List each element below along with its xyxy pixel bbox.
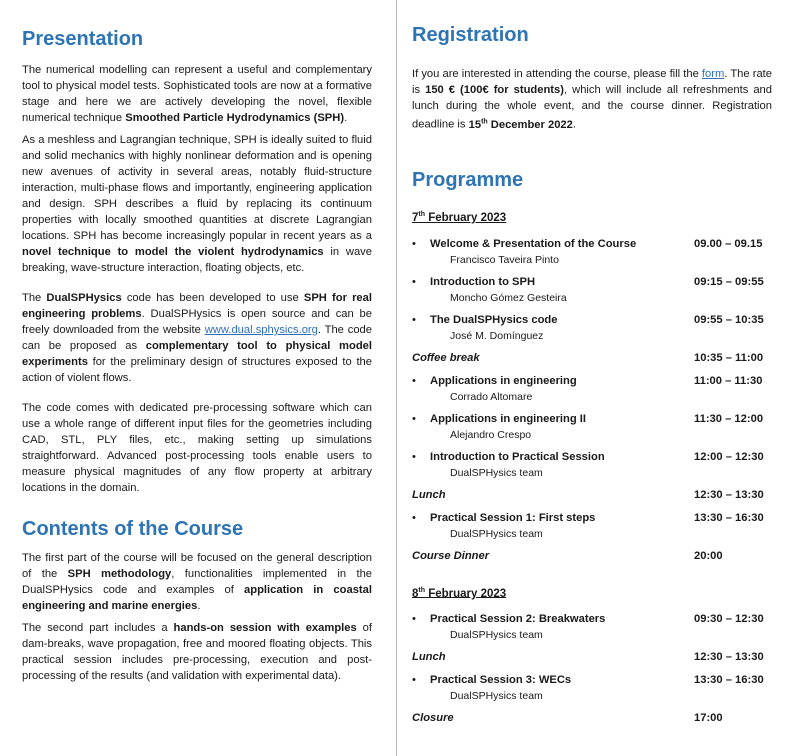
programme-row <box>412 649 772 665</box>
text: . The rate is <box>412 68 772 96</box>
day2-schedule <box>412 611 772 726</box>
day1-schedule <box>412 236 772 564</box>
programme-item <box>412 487 772 503</box>
programme-row <box>412 710 772 726</box>
programme-time: 12:30 – 13:30 <box>694 488 764 501</box>
programme-row <box>412 487 772 503</box>
rate-value: 150 € (100€ for students) <box>425 84 564 96</box>
programme-speaker: DualSPHysics team <box>450 466 543 479</box>
programme-title: Course Dinner <box>412 549 490 562</box>
text: . <box>572 118 576 131</box>
presentation-paragraph-2 <box>22 132 372 276</box>
programme-time: 20:00 <box>694 549 723 562</box>
deadline <box>469 119 573 131</box>
programme-item <box>412 449 772 480</box>
programme-item <box>412 274 772 305</box>
programme-time: 09.00 – 09.15 <box>694 237 763 250</box>
contents-heading: Contents of the Course <box>22 518 244 540</box>
programme-item <box>412 649 772 665</box>
text: The numerical modelling can represent a useful and complementary tool to physical model tests. Sophisticated tools are now at a formative stage and here we are actively developing the novel, flexible numerical technique <box>22 64 372 124</box>
programme-time: 09:55 – 10:35 <box>694 313 764 326</box>
programme-row <box>412 373 772 389</box>
programme-title: Practical Session 1: First steps <box>430 511 596 524</box>
website-link[interactable]: www.dual.sphysics.org <box>204 324 318 336</box>
programme-time: 10:35 – 11:00 <box>694 351 764 364</box>
programme-row <box>412 411 772 427</box>
contents-paragraph-2 <box>22 620 372 684</box>
programme-speaker: Alejandro Crespo <box>450 428 532 441</box>
presentation-heading: Presentation <box>22 28 144 50</box>
deadline-rest: December 2022 <box>487 118 573 131</box>
contents-paragraph-1 <box>22 550 372 614</box>
text-bold: complementary tool to physical model experiments <box>22 340 372 368</box>
text: The second part includes a <box>22 622 174 634</box>
day-rest: February 2023 <box>425 211 507 224</box>
programme-time: 13:30 – 16:30 <box>694 674 764 687</box>
programme-speaker: DualSPHysics team <box>450 629 543 642</box>
programme-item <box>412 236 772 267</box>
text: code has been developed to use <box>121 292 304 304</box>
programme-title: Practical Session 3: WECs <box>430 674 572 687</box>
programme-row <box>412 274 772 290</box>
programme-title: Welcome & Presentation of the Course <box>430 237 637 250</box>
programme-speaker: Moncho Gómez Gesteira <box>450 291 567 304</box>
programme-row <box>412 236 772 252</box>
day-number: 8 <box>412 587 419 600</box>
programme-speaker: José M. Domínguez <box>450 329 544 342</box>
registration-paragraph <box>412 66 772 133</box>
programme-row <box>412 350 772 366</box>
right-column <box>412 22 772 733</box>
programme-time: 11:00 – 11:30 <box>694 374 763 387</box>
programme-heading: Programme <box>412 168 524 191</box>
programme-item <box>412 411 772 442</box>
programme-item <box>412 373 772 404</box>
presentation-paragraph-4: The code comes with dedicated pre-processing software which can use a whole range of different input files for the geometries including CAD, STL, PLY files, etc., making setting up simulations straightforward. Advanced post-processing tools enable users to measure physical magnitudes of any flow property at arbitrary locations in the domain. <box>22 402 372 494</box>
programme-time: 17:00 <box>694 712 723 725</box>
day1-date <box>412 207 772 226</box>
text-bold: application in coastal engineering and marine energies <box>22 584 372 612</box>
programme-title: Applications in engineering <box>430 374 577 387</box>
text: . <box>197 600 201 612</box>
programme-time: 13:30 – 16:30 <box>694 511 764 524</box>
bullet-icon: • <box>412 412 416 425</box>
deadline-day: 15 <box>468 118 482 131</box>
programme-title: The DualSPHysics code <box>430 313 558 326</box>
day-sup: th <box>418 210 426 218</box>
left-column <box>22 26 372 684</box>
bullet-icon: • <box>412 374 416 387</box>
programme-item <box>412 548 772 564</box>
text: for the preliminary design of structures exposed to the action of violent flows. <box>22 356 372 384</box>
programme-title: Practical Session 2: Breakwaters <box>430 613 606 626</box>
text-bold: SPH methodology <box>67 568 172 580</box>
presentation-paragraph-1 <box>22 62 372 126</box>
text: As a meshless and Lagrangian technique, SPH is ideally suited to fluid and solid mechanics with highly nonlinear deformation and is opening new avenues of activity in several areas, notably fluid-structure interaction, multi-phase flows and importantly, engineering application and design. SPH describes a fluid by replacing its continuum properties with locally smoothed quantities at discrete Lagrangian locations. SPH has become increasingly popular in recent years as a <box>22 134 372 242</box>
programme-item <box>412 312 772 343</box>
column-divider <box>396 0 397 756</box>
programme-item <box>412 611 772 642</box>
day2-date <box>412 583 772 602</box>
programme-item <box>412 510 772 541</box>
programme-row <box>412 312 772 328</box>
programme-row <box>412 449 772 465</box>
programme-speaker: DualSPHysics team <box>450 690 543 703</box>
programme-time: 09:15 – 09:55 <box>694 275 764 288</box>
programme-speaker: Francisco Taveira Pinto <box>450 253 559 266</box>
form-link[interactable]: form <box>701 68 725 80</box>
bullet-icon: • <box>412 237 416 250</box>
programme-title: Introduction to SPH <box>430 275 536 288</box>
text: The first part of the course will be focused on the general description of the <box>22 552 372 580</box>
text: of dam-breaks, wave propagation, free and moored floating objects. This practical session includes pre-processing, execution and post-processing of the results (and validation with experimental data). <box>22 622 372 682</box>
text-bold: SPH for real engineering problems <box>22 292 372 320</box>
programme-item <box>412 672 772 703</box>
programme-title: Coffee break <box>412 351 480 364</box>
bullet-icon: • <box>412 674 416 687</box>
programme-title: Lunch <box>412 651 446 664</box>
programme-row <box>412 611 772 627</box>
text: , which will include all refreshments and lunch during the whole event, and the course dinner. Registration deadline is <box>412 84 772 131</box>
programme-title: Introduction to Practical Session <box>430 450 605 463</box>
bullet-icon: • <box>412 313 416 326</box>
programme-time: 12:30 – 13:30 <box>694 651 764 664</box>
text-bold: DualSPHysics <box>46 292 122 304</box>
programme-item <box>412 710 772 726</box>
presentation-paragraph-3 <box>22 290 372 386</box>
text-bold: hands-on session with examples <box>173 622 357 634</box>
text: . The code can be proposed as <box>22 324 372 352</box>
day-sup: th <box>418 586 426 594</box>
programme-title: Applications in engineering II <box>430 412 587 425</box>
programme-title: Closure <box>412 712 454 725</box>
text: , functionalities implemented in the DualSPHysics code and examples of <box>22 568 373 596</box>
programme-item <box>412 350 772 366</box>
text-bold: Smoothed Particle Hydrodynamics (SPH) <box>125 112 345 124</box>
registration-heading: Registration <box>412 24 529 46</box>
programme-title: Lunch <box>412 488 446 501</box>
day-number: 7 <box>412 211 419 224</box>
text: . <box>344 112 348 124</box>
text: in wave breaking, wave-structure interaction, floating objects, etc. <box>22 246 373 274</box>
programme-time: 11:30 – 12:00 <box>694 412 764 425</box>
programme-time: 12:00 – 12:30 <box>694 450 764 463</box>
programme-speaker: DualSPHysics team <box>450 527 543 540</box>
text: . DualSPHysics is open source and can be freely downloaded from the website <box>22 308 373 336</box>
bullet-icon: • <box>412 511 416 524</box>
bullet-icon: • <box>412 275 416 288</box>
deadline-sup: th <box>481 118 488 125</box>
bullet-icon: • <box>412 450 416 463</box>
programme-row <box>412 510 772 526</box>
programme-speaker: Corrado Altomare <box>450 390 533 403</box>
text: If you are interested in attending the course, please fill the <box>412 68 702 80</box>
text-bold: novel technique to model the violent hydrodynamics <box>22 246 324 258</box>
programme-row <box>412 548 772 564</box>
bullet-icon: • <box>412 613 416 626</box>
programme-time: 09:30 – 12:30 <box>694 613 764 626</box>
text: The <box>22 292 47 304</box>
day-rest: February 2023 <box>425 587 507 600</box>
programme-row <box>412 672 772 688</box>
